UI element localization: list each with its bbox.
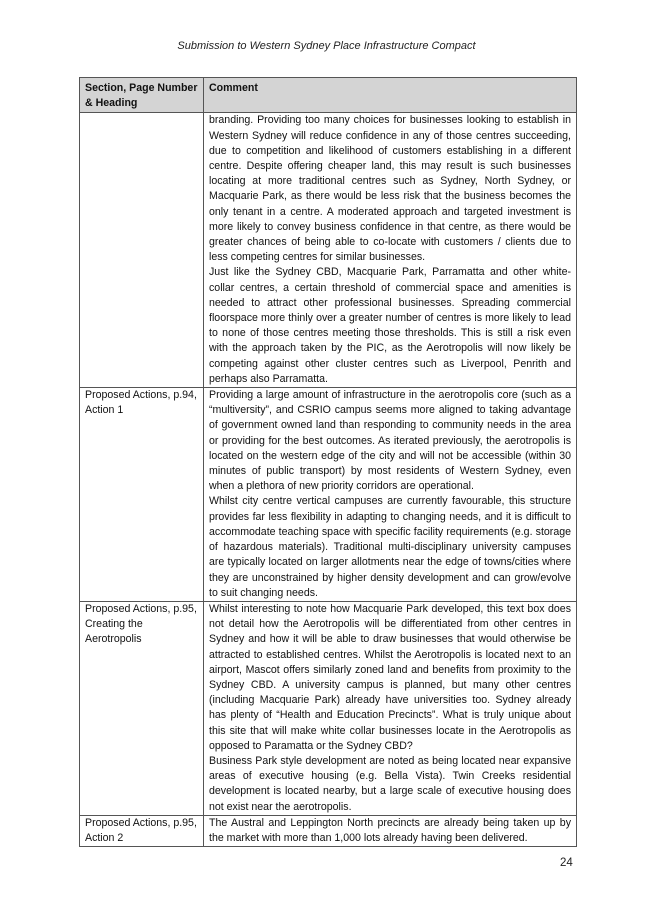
row-section — [80, 113, 204, 388]
row-comment — [204, 815, 577, 846]
table-row — [80, 388, 577, 602]
row-comment — [204, 601, 577, 815]
table-row — [80, 601, 577, 815]
comment-paragraph: Just like the Sydney CBD, Macquarie Park, Parramatta and other white-collar centres, a certain threshold of commercial space and amenities is needed to attract other professional businesses. Spreading commercial floorspace more thinly over a greater number of centres is more likely to lead to none of those centres meeting those thresholds. This is still a risk even with the approach taken by the PIC, as the Aerotropolis will now likely be competing against other cluster centres such as Liverpool, Penrith and perhaps also Parramatta. — [209, 266, 571, 385]
row-section: Proposed Actions, p.95, Action 2 — [80, 815, 204, 846]
comment-paragraph: branding. Providing too many choices for businesses looking to establish in Western Sydney will reduce confidence in any of those centres succeeding, due to competition and likelihood of customers establishing in a different centre. Despite offering cheaper land, this may result is such businesses locating at more traditional centres such as Sydney, North Sydney, or Macquarie Park, as there would be less risk that the business becomes the only tenant in a centre. A moderated approach and targeted investment is more likely to convey business confidence in that centre, as there would be greater chances of being able to co-locate with customers / clients due to less competing centres for similar businesses. — [209, 114, 571, 264]
comment-paragraph: Whilst interesting to note how Macquarie Park developed, this text box does not detail how the Aerotropolis will be differentiated from other centres in Sydney and how it will be able to draw businesses that would otherwise be attracted to established centres. Whilst the Aerotropolis is located next to an airport, Mascot offers similarly zoned land and benefits from proximity to the Sydney CBD. A university campus is planned, but many other centres (including Macquarie Park) already have universities too. Sydney already has plenty of “Health and Education Precincts”. What is truly unique about this site that will make white collar businesses locate in the Aerotropolis as opposed to Paramatta or the Sydney CBD? — [209, 602, 571, 752]
comment-paragraph: Providing a large amount of infrastructure in the aerotropolis core (such as a “multiversity”, and CSRIO campus seems more aligned to taking advantage of government owned land than responding to community needs in the area or providing for the best outcomes. As iterated previously, the aerotropolis is located on the western edge of the city and will not be accessible (within 30 minutes of public transport) by most residents of Western Sydney, even when a plethora of new priority corridors are operational. — [209, 389, 571, 493]
table-row — [80, 815, 577, 846]
row-section: Proposed Actions, p.94, Action 1 — [80, 388, 204, 602]
table-header-row — [80, 78, 577, 113]
header-section: Section, Page Number & Heading — [80, 78, 204, 113]
row-comment — [204, 113, 577, 388]
comment-paragraph: Business Park style development are noted as being located near expansive areas of executive housing (e.g. Bella Vista). Twin Creeks residential development is located nearby, but a large scale of executive housing does not exist near the aerotropolis. — [209, 754, 571, 813]
header-comment: Comment — [204, 78, 577, 113]
page-number: 24 — [560, 857, 573, 869]
row-section: Proposed Actions, p.95, Creating the Aerotropolis — [80, 601, 204, 815]
page-header: Submission to Western Sydney Place Infrastructure Compact — [177, 40, 476, 52]
comment-paragraph: Whilst city centre vertical campuses are currently favourable, this structure provides far less flexibility in adapting to changing needs, and it is difficult to accommodate teaching space with specific facility requirements (e.g. storage of hazardous materials). Traditional multi-disciplinary university campuses are typically located on larger allotments near the edge of towns/cities where they are unconstrained by higher density development and can grow/evolve to suit changing needs. — [209, 495, 571, 599]
table-row — [80, 113, 577, 388]
comments-table — [79, 77, 577, 847]
comment-paragraph: The Austral and Leppington North precincts are already being taken up by the market with more than 1,000 lots already having been delivered. — [209, 816, 571, 844]
row-comment — [204, 388, 577, 602]
